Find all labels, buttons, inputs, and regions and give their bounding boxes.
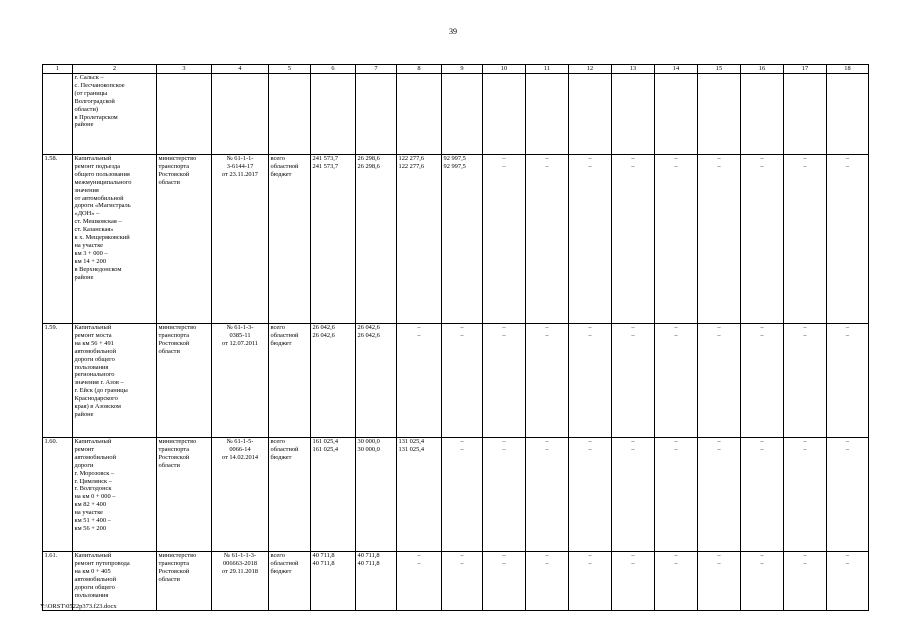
- amount-col-9: [442, 324, 483, 438]
- object-name-line: дороги общего: [74, 583, 115, 591]
- amount-value: –: [717, 331, 721, 339]
- organization-line: транспорта: [158, 559, 190, 567]
- amount-value: 26 042,6: [312, 331, 335, 339]
- amount-value: 241 573,7: [312, 162, 339, 170]
- amount-col-6: [311, 552, 356, 611]
- amount-value: –: [803, 438, 807, 445]
- column-number-3: 3: [157, 65, 212, 74]
- amount-col-8: [397, 552, 442, 611]
- amount-value: –: [845, 438, 850, 445]
- customer-organization: [157, 552, 212, 611]
- column-number-1: 1: [43, 65, 73, 74]
- amount-col-8: [397, 155, 442, 324]
- object-name: [73, 155, 157, 324]
- funding-source-line: областной: [270, 559, 299, 567]
- amount-value: –: [417, 552, 421, 559]
- object-name-line: на участке: [74, 241, 104, 249]
- amount-value: –: [760, 331, 764, 339]
- document-line: от 14.02.2014: [221, 453, 259, 461]
- amount-col-16: [741, 438, 784, 552]
- amount-value: –: [717, 559, 721, 567]
- continued-object-name: [73, 74, 157, 155]
- amount-col-10: [483, 155, 526, 324]
- amount-value: 26 042,6: [357, 331, 380, 339]
- organization-line: области: [158, 347, 180, 355]
- amount-value: –: [845, 331, 850, 339]
- organization-line: транспорта: [158, 331, 190, 339]
- object-name-line: значения: [74, 186, 99, 194]
- amount-col-7: [356, 324, 397, 438]
- column-number-13: 13: [612, 65, 655, 74]
- amount-value: –: [502, 155, 506, 162]
- amount-value: –: [502, 331, 506, 339]
- column-number-4: 4: [212, 65, 269, 74]
- amount-value: –: [460, 445, 464, 453]
- amount-value: –: [588, 155, 592, 162]
- object-name-line: дороги «Магистраль: [74, 202, 131, 210]
- amount-col-10: [483, 438, 526, 552]
- amount-value: –: [803, 445, 807, 453]
- object-name-line: края) в Азовском: [74, 403, 121, 411]
- amount-value: –: [502, 552, 506, 559]
- organization-line: области: [158, 461, 180, 469]
- column-number-15: 15: [698, 65, 741, 74]
- amount-value: –: [545, 162, 549, 170]
- amount-col-13: [612, 552, 655, 611]
- expertise-document: [212, 438, 269, 552]
- object-name-line: с. Песчанокопское: [74, 81, 125, 89]
- expertise-document: [212, 324, 269, 438]
- amount-col-17: [784, 438, 827, 552]
- column-number-header-row: [43, 65, 869, 74]
- object-name-line: к х. Мещеряковский: [74, 234, 130, 242]
- document-line: от 23.11.2017: [221, 170, 259, 178]
- amount-value: –: [717, 552, 721, 559]
- amount-value: 161 025,4: [312, 445, 339, 453]
- amount-value: –: [588, 162, 592, 170]
- amount-col-17: [784, 552, 827, 611]
- amount-value: –: [545, 155, 549, 162]
- amount-value: –: [460, 438, 464, 445]
- object-name-line: (от границы: [74, 89, 108, 97]
- document-line: 3-6144-17: [226, 162, 254, 170]
- amount-value: –: [502, 438, 506, 445]
- amount-value: 40 711,8: [312, 552, 335, 559]
- object-name-line: дороги: [74, 461, 94, 469]
- object-name-line: пользования: [74, 363, 109, 371]
- amount-col-18: [827, 552, 869, 611]
- amount-value: –: [460, 324, 464, 331]
- funding-source-line: бюджет: [270, 339, 292, 347]
- amount-col-10: [483, 324, 526, 438]
- organization-line: области: [158, 575, 180, 583]
- column-number-9: 9: [442, 65, 483, 74]
- amount-value: –: [803, 552, 807, 559]
- amount-value: –: [845, 324, 850, 331]
- amount-col-17: [784, 324, 827, 438]
- column-number-7: 7: [356, 65, 397, 74]
- document-line: 006663-2018: [222, 559, 258, 567]
- funding-source: [269, 438, 311, 552]
- amount-value: 26 042,6: [312, 324, 335, 331]
- amount-value: –: [502, 445, 506, 453]
- amount-col-18: [827, 438, 869, 552]
- object-name-line: г. Морозовск –: [74, 469, 115, 477]
- column-number-14: 14: [655, 65, 698, 74]
- expertise-document: [212, 155, 269, 324]
- organization-line: Ростовской: [158, 567, 190, 575]
- funding-source-line: всего: [270, 438, 285, 445]
- amount-value: 131 025,4: [398, 445, 425, 453]
- amount-value: –: [545, 559, 549, 567]
- organization-line: министерство: [158, 324, 197, 331]
- object-name-line: на км 0 + 000 –: [74, 493, 116, 501]
- object-name-line: ст. Мешковская –: [74, 218, 122, 226]
- organization-line: министерство: [158, 552, 197, 559]
- amount-value: –: [760, 162, 764, 170]
- amount-col-11: [526, 552, 569, 611]
- amount-value: –: [674, 445, 678, 453]
- amount-col-15: [698, 438, 741, 552]
- object-name-line: автомобильной: [74, 347, 117, 355]
- budget-table: [42, 64, 869, 611]
- amount-value: 40 711,8: [312, 559, 335, 567]
- customer-organization: [157, 438, 212, 552]
- column-number-11: 11: [526, 65, 569, 74]
- column-number-2: 2: [73, 65, 157, 74]
- amount-value: 40 711,8: [357, 559, 380, 567]
- amount-col-8: [397, 438, 442, 552]
- amount-value: 26 042,6: [357, 324, 380, 331]
- continued-row: [43, 74, 869, 155]
- amount-col-13: [612, 155, 655, 324]
- object-name-line: на км 56 + 491: [74, 339, 114, 347]
- column-number-12: 12: [569, 65, 612, 74]
- row-number: 1.60.: [43, 438, 73, 552]
- amount-col-16: [741, 155, 784, 324]
- table-row: [43, 552, 869, 611]
- amount-value: –: [588, 438, 592, 445]
- amount-value: 26 298,6: [357, 155, 380, 162]
- amount-col-13: [612, 324, 655, 438]
- document-line: от 29.11.2018: [221, 567, 259, 575]
- object-name-line: км 51 + 400 –: [74, 517, 111, 525]
- amount-value: –: [760, 552, 764, 559]
- amount-value: –: [674, 552, 678, 559]
- amount-col-15: [698, 155, 741, 324]
- organization-line: транспорта: [158, 162, 190, 170]
- row-number: 1.58.: [43, 155, 73, 324]
- object-name-line: ремонт подъезда: [74, 162, 120, 170]
- document-line: № 61-1-5-: [226, 438, 254, 445]
- amount-value: –: [460, 331, 464, 339]
- object-name-line: пользования: [74, 591, 109, 599]
- amount-value: –: [760, 324, 764, 331]
- funding-source: [269, 324, 311, 438]
- amount-value: –: [803, 324, 807, 331]
- object-name-line: регионального: [74, 371, 115, 379]
- object-name-line: автомобильной: [74, 575, 117, 583]
- object-name-line: в Верхнедонском: [74, 265, 122, 273]
- amount-value: –: [588, 324, 592, 331]
- amount-value: –: [631, 552, 635, 559]
- amount-value: –: [845, 155, 850, 162]
- amount-value: –: [502, 162, 506, 170]
- amount-value: –: [631, 438, 635, 445]
- amount-col-11: [526, 155, 569, 324]
- amount-value: –: [760, 559, 764, 567]
- object-name-line: Капитальный: [74, 552, 112, 559]
- object-name-line: Капитальный: [74, 324, 112, 331]
- amount-col-11: [526, 438, 569, 552]
- amount-col-7: [356, 438, 397, 552]
- amount-col-6: [311, 438, 356, 552]
- object-name: [73, 438, 157, 552]
- amount-value: –: [460, 552, 464, 559]
- amount-value: –: [803, 162, 807, 170]
- object-name-line: км 3 + 000 –: [74, 249, 108, 257]
- table-row: [43, 155, 869, 324]
- funding-source-line: областной: [270, 445, 299, 453]
- amount-value: –: [545, 324, 549, 331]
- amount-col-14: [655, 324, 698, 438]
- funding-source-line: областной: [270, 331, 299, 339]
- amount-value: –: [717, 324, 721, 331]
- organization-line: области: [158, 178, 180, 186]
- column-number-6: 6: [311, 65, 356, 74]
- amount-value: –: [545, 438, 549, 445]
- expertise-document: [212, 552, 269, 611]
- object-name-line: межмуниципального: [74, 178, 132, 186]
- funding-source-line: всего: [270, 324, 285, 331]
- document-line: от 12.07.2011: [221, 339, 259, 347]
- amount-value: –: [588, 331, 592, 339]
- organization-line: Ростовской: [158, 170, 190, 178]
- amount-col-7: [356, 552, 397, 611]
- amount-value: 122 277,6: [398, 155, 425, 162]
- amount-value: –: [845, 552, 850, 559]
- row-number: 1.59.: [43, 324, 73, 438]
- amount-col-14: [655, 552, 698, 611]
- amount-value: –: [803, 331, 807, 339]
- column-number-8: 8: [397, 65, 442, 74]
- amount-value: 122 277,6: [398, 162, 425, 170]
- amount-value: –: [674, 331, 678, 339]
- amount-value: 92 997,5: [443, 162, 466, 170]
- amount-value: –: [545, 445, 549, 453]
- object-name-line: км 82 + 400: [74, 501, 107, 509]
- amount-value: –: [803, 559, 807, 567]
- object-name-line: км 14 + 200: [74, 257, 107, 265]
- amount-col-15: [698, 552, 741, 611]
- funding-source-line: бюджет: [270, 453, 292, 461]
- amount-col-7: [356, 155, 397, 324]
- object-name-line: г. Цимлянск –: [74, 477, 112, 485]
- amount-value: –: [631, 559, 635, 567]
- amount-value: 92 997,5: [443, 155, 466, 162]
- object-name-line: ремонт моста: [74, 331, 112, 339]
- object-name-line: Капитальный: [74, 438, 112, 445]
- amount-value: 161 025,4: [312, 438, 339, 445]
- amount-value: –: [631, 155, 635, 162]
- funding-source-line: бюджет: [270, 567, 292, 575]
- funding-source-line: всего: [270, 552, 285, 559]
- amount-col-12: [569, 438, 612, 552]
- object-name-line: районе: [74, 273, 94, 281]
- organization-line: Ростовской: [158, 453, 190, 461]
- amount-value: –: [460, 559, 464, 567]
- organization-line: министерство: [158, 155, 197, 162]
- object-name-line: дороги общего: [74, 355, 115, 363]
- amount-value: –: [717, 438, 721, 445]
- object-name-line: ремонт путепровода: [74, 559, 130, 567]
- amount-value: –: [588, 445, 592, 453]
- amount-col-10: [483, 552, 526, 611]
- amount-value: –: [760, 445, 764, 453]
- amount-value: –: [717, 155, 721, 162]
- object-name-line: области): [74, 105, 98, 113]
- amount-value: –: [845, 162, 850, 170]
- column-number-5: 5: [269, 65, 311, 74]
- document-line: № 61-1-3-: [226, 324, 254, 331]
- object-name-line: ремонт: [74, 445, 94, 453]
- object-name-line: г. Сальск –: [74, 74, 104, 81]
- amount-col-12: [569, 324, 612, 438]
- amount-value: –: [545, 552, 549, 559]
- amount-col-6: [311, 155, 356, 324]
- funding-source: [269, 155, 311, 324]
- customer-organization: [157, 324, 212, 438]
- amount-value: 40 711,8: [357, 552, 380, 559]
- amount-value: –: [417, 324, 421, 331]
- object-name: [73, 324, 157, 438]
- column-number-17: 17: [784, 65, 827, 74]
- amount-value: 30 000,0: [357, 445, 380, 453]
- object-name-line: на участке: [74, 509, 104, 517]
- amount-value: –: [631, 445, 635, 453]
- amount-col-12: [569, 155, 612, 324]
- amount-value: –: [760, 438, 764, 445]
- amount-value: –: [502, 559, 506, 567]
- amount-value: –: [588, 552, 592, 559]
- organization-line: министерство: [158, 438, 197, 445]
- amount-col-9: [442, 552, 483, 611]
- object-name-line: от автомобильной: [74, 194, 124, 202]
- amount-value: –: [674, 162, 678, 170]
- funding-source: [269, 552, 311, 611]
- funding-source-line: областной: [270, 162, 299, 170]
- amount-value: 241 573,7: [312, 155, 339, 162]
- amount-value: –: [631, 324, 635, 331]
- object-name-line: Краснодарского: [74, 395, 118, 403]
- amount-col-17: [784, 155, 827, 324]
- amount-value: –: [674, 559, 678, 567]
- amount-col-14: [655, 438, 698, 552]
- page-number: 39: [449, 27, 457, 36]
- amount-col-9: [442, 155, 483, 324]
- object-name-line: общего пользования: [74, 170, 130, 178]
- object-name-line: ст. Казанская»: [74, 226, 114, 234]
- amount-value: –: [502, 324, 506, 331]
- amount-value: 131 025,4: [398, 438, 425, 445]
- amount-col-6: [311, 324, 356, 438]
- object-name-line: на км 0 + 405: [74, 567, 111, 575]
- amount-col-18: [827, 324, 869, 438]
- footer-file-path: Y:\ORST\0522p373.f23.docx: [40, 603, 117, 610]
- customer-organization: [157, 155, 212, 324]
- document-line: 0066-14: [229, 445, 251, 453]
- amount-value: –: [674, 324, 678, 331]
- object-name-line: «ДОН» –: [74, 210, 100, 218]
- amount-value: –: [631, 162, 635, 170]
- object-name-line: значения г. Азов –: [74, 379, 124, 387]
- amount-value: –: [674, 438, 678, 445]
- organization-line: Ростовской: [158, 339, 190, 347]
- amount-value: –: [588, 559, 592, 567]
- amount-value: –: [545, 331, 549, 339]
- amount-col-8: [397, 324, 442, 438]
- object-name-line: г. Волгодонск: [74, 485, 112, 493]
- column-number-18: 18: [827, 65, 869, 74]
- object-name-line: районе: [74, 410, 94, 418]
- amount-value: –: [717, 445, 721, 453]
- amount-value: –: [717, 162, 721, 170]
- amount-value: 30 000,0: [357, 438, 380, 445]
- column-number-16: 16: [741, 65, 784, 74]
- amount-col-16: [741, 552, 784, 611]
- amount-value: –: [417, 331, 421, 339]
- amount-value: –: [803, 155, 807, 162]
- amount-col-13: [612, 438, 655, 552]
- amount-value: –: [760, 155, 764, 162]
- amount-col-9: [442, 438, 483, 552]
- object-name-line: г. Ейск (до границы: [74, 387, 128, 395]
- funding-source-line: бюджет: [270, 170, 292, 178]
- amount-value: 26 298,6: [357, 162, 380, 170]
- object-name-line: Капитальный: [74, 155, 112, 162]
- amount-value: –: [845, 445, 850, 453]
- amount-col-11: [526, 324, 569, 438]
- amount-value: –: [631, 331, 635, 339]
- object-name-line: Волгоградской: [74, 97, 115, 105]
- amount-col-18: [827, 155, 869, 324]
- document-line: 0385-11: [229, 331, 251, 339]
- amount-col-16: [741, 324, 784, 438]
- amount-value: –: [845, 559, 850, 567]
- funding-source-line: всего: [270, 155, 285, 162]
- object-name-line: автомобильной: [74, 453, 117, 461]
- amount-col-12: [569, 552, 612, 611]
- amount-col-14: [655, 155, 698, 324]
- object-name-line: км 56 + 200: [74, 524, 107, 532]
- object-name: [73, 552, 157, 611]
- document-line: № 61-1-1-: [226, 155, 254, 162]
- column-number-10: 10: [483, 65, 526, 74]
- table-row: [43, 438, 869, 552]
- document-line: № 61-1-1-3-: [223, 552, 257, 559]
- amount-value: –: [674, 155, 678, 162]
- object-name-line: в Пролетарском: [74, 113, 118, 121]
- amount-col-15: [698, 324, 741, 438]
- row-number: 1.61.: [43, 552, 73, 611]
- table-row: [43, 324, 869, 438]
- amount-value: –: [417, 559, 421, 567]
- organization-line: транспорта: [158, 445, 190, 453]
- object-name-line: районе: [74, 121, 94, 129]
